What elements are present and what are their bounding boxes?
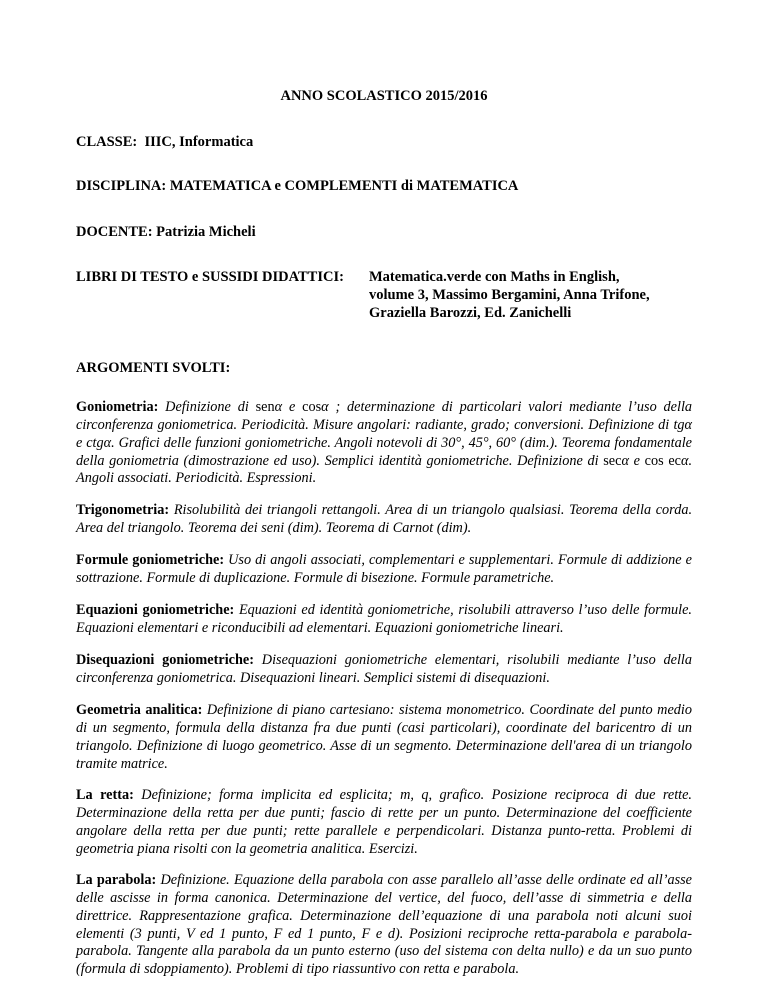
section-goniometria [76,399,692,488]
section-formule [76,552,692,588]
section-retta [76,787,692,858]
section-text: Disequazioni goniometriche elementari, risolubili mediante l’uso della circonferenza goniometrica. Disequazioni lineari. Semplici sistemi di disequazioni. [76,652,693,686]
textbooks-block [76,268,650,322]
section-title: Equazioni goniometriche: [76,602,235,618]
teacher-value: Patrizia Micheli [156,224,256,240]
math-alpha: α [621,452,629,469]
section-trigonometria [76,502,692,538]
section-parabola [76,872,692,979]
section-text: Definizione di [165,399,249,415]
math-alpha: α [274,399,283,415]
textbooks-line: Graziella Barozzi, Ed. Zanichelli [369,305,572,321]
section-title: La parabola: [76,872,157,888]
math-sec: sec [603,452,622,469]
section-title: Geometria analitica: [76,702,203,718]
section-text: Risolubilità dei triangoli rettangoli. Area di un triangolo qualsiasi. Teorema della corda. Area del triangolo. Teorema dei seni (dim). Teorema di Carnot (dim). [76,502,693,536]
section-disequazioni [76,652,692,688]
teacher-label: DOCENTE: [76,224,153,240]
math-alpha: α [684,416,693,433]
class-label: CLASSE: [76,134,138,150]
section-text: Definizione; forma implicita ed esplicita; m, q, grafico. Posizione reciproca di due rette. Determinazione della retta per due punti; fascio di rette per un punto. Determinazione del coefficiente angolare della retta per due punti; rette parallele e perpendicolari. Distanza punto-retta. Problemi di geometria piana risolti con la geometria analitica. Esercizi. [76,787,692,857]
textbooks-line: volume 3, Massimo Bergamini, Anna Trifone, [369,287,650,303]
math-cosec: cos ec [644,452,681,469]
math-alpha: α [680,452,689,469]
section-title: Formule goniometriche: [76,552,225,568]
class-line [76,134,253,151]
section-title: Trigonometria: [76,502,170,518]
math-sen: sen [255,399,275,415]
section-text: Uso di angoli associati, complementari e supplementari. Formule di addizione e sottrazione. Formule di duplicazione. Formule di bisezione. Formule parametriche. [76,552,692,586]
section-title: La retta: [76,787,134,803]
math-alpha: α [103,434,112,451]
section-title: Disequazioni goniometriche: [76,652,254,668]
subject-label: DISCIPLINA: [76,178,167,194]
school-year-title: ANNO SCOLASTICO 2015/2016 [280,88,488,104]
math-ctg: ctg [86,434,104,451]
section-text: e [633,452,640,469]
teacher-line [76,224,256,241]
math-cos: cos [302,399,322,415]
section-text: e [76,434,83,451]
textbooks-line: Matematica.verde con Maths in English, [369,269,620,285]
topics-heading: ARGOMENTI SVOLTI: [76,360,231,376]
section-title: Goniometria: [76,399,159,415]
section-text: e [288,399,296,415]
subject-line [76,178,518,195]
section-text: . Grafici delle funzioni goniometriche. Angoli notevoli di 30°, 45°, 60° (dim.). Teorema fondamentale della goniometria (dimostrazione ed uso). Semplici identità goniometriche. Definizione di [76,434,692,469]
section-equazioni [76,602,692,638]
math-alpha: α [321,399,329,415]
section-text: . Angoli associati. Periodicità. Espressioni. [76,452,693,487]
section-text: Definizione. Equazione della parabola con asse parallelo all’asse delle ordinate ed all’asse delle ascisse in forma canonica. Determinazione del vertice, del fuoco, dell’asse di simmetria e della direttrice. Rappresentazione grafica. Determinazione dell’equazione di una parabola noti alcuni suoi elementi (3 punti, V ed 1 punto, F ed 1 punto, F e d). Posizioni reciproche retta-parabola e parabola-parabola. Tangente alla parabola da un punto esterno (uso del sistema con delta nullo) e da un suo punto (formula di sdoppiamento). Problemi di tipo riassuntivo con retta e parabola. [76,872,693,978]
textbooks-label: LIBRI DI TESTO e SUSSIDI DIDATTICI: [76,269,344,285]
section-geometria [76,702,692,773]
section-text: ; determinazione di particolari valori mediante l’uso della circonferenza goniometrica. Periodicità. Misure angolari: radiante, grado; conversioni. Definizione di [76,399,693,433]
section-text: Equazioni ed identità goniometriche, risolubili attraverso l’uso delle formule. Equazioni elementari e riconducibili ad elementari. Equazioni goniometriche lineari. [76,602,692,636]
subject-value: MATEMATICA e COMPLEMENTI di MATEMATICA [169,178,519,194]
class-value: IIIC, Informatica [144,134,254,150]
section-text: Definizione di piano cartesiano: sistema monometrico. Coordinate del punto medio di un segmento, formula della distanza fra due punti (casi particolari), coordinate del baricentro di un triangolo. Definizione di luogo geometrico. Asse di un segmento. Determinazione dell'area di un triangolo tramite matrice. [76,702,692,772]
math-tg: tg [673,416,685,433]
